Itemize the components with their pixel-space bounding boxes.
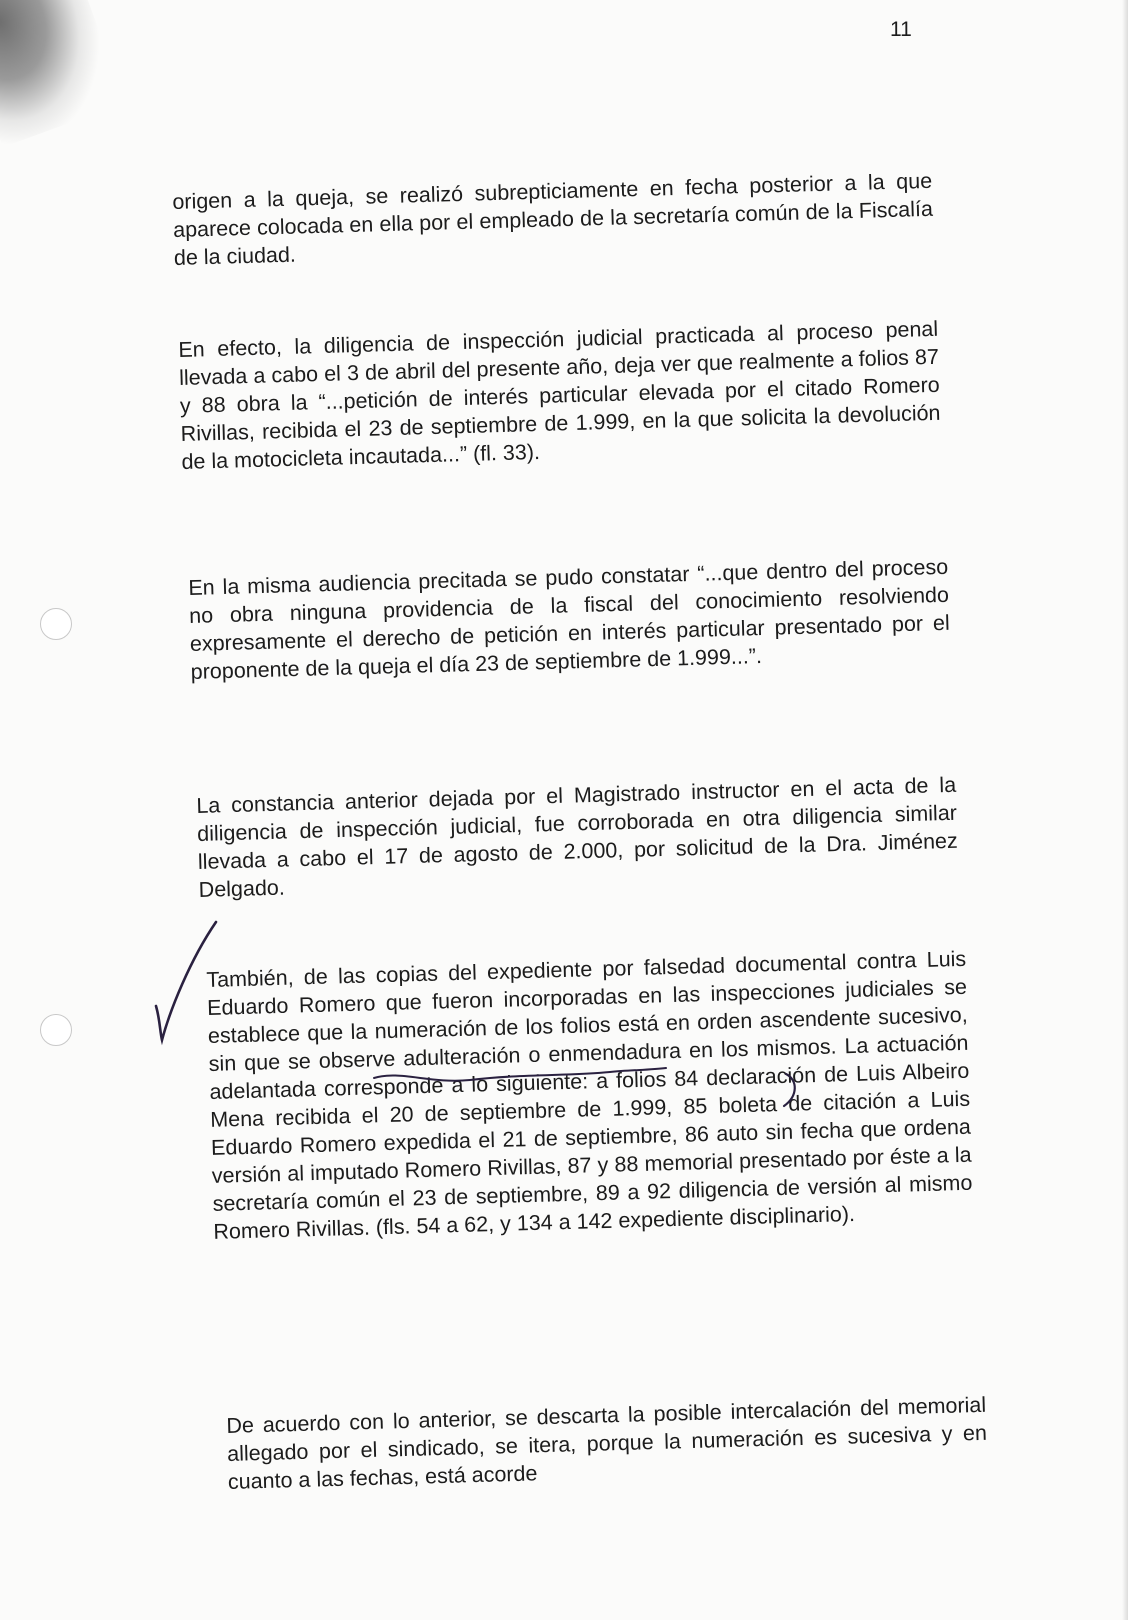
handwritten-bracket [778,1070,818,1110]
page-edge-shadow [1122,0,1128,1620]
punch-hole-upper [40,608,72,640]
paragraph-4: La constancia anterior dejada por el Magistrado instructor en el acta de la diligencia de inspección judicial, fue corroborada en otra diligencia similar llevada a cabo el 17 de agosto de 2.000, por solicitud de la Dra. Jiménez Delgado. [196,772,958,902]
paragraph-1: origen a la queja, se realizó subrepticiamente en fecha posterior a la que aparece colocada en ella por el empleado de la secretaría común de la Fiscalía de la ciudad. [172,168,934,270]
corner-smudge [0,0,125,147]
paragraph-3: En la misma audiencia precitada se pudo constatar “...que dentro del proceso no obra ninguna providencia de la fiscal del conocimiento resolviendo expresamente el derecho de petición en interés particular presentado por el proponente de la queja el día 23 de septiembre de 1.999...”. [188,554,950,684]
paragraph-5: También, de las copias del expediente por falsedad documental contra Luis Eduardo Romero que fueron incorporadas en las inspecciones judiciales se establece que la numeración de los folios está en orden ascendente sucesivo, sin que se observe adulteración o enmendadura en los mismos. La actuación adelantada corresponde a lo siguiente: a folios 84 declaración de Luis Albeiro Mena recibida el 20 de septiembre de 1.999, 85 boleta de citación a Luis Eduardo Romero expedida el 21 de septiembre, 86 auto sin fecha que ordena versión al imputado Romero Rivillas, 87 y 88 memorial presentado por éste a la secretaría común el 23 de septiembre, 89 a 92 diligencia de versión al mismo Romero Rivillas. (fls. 54 a 62, y 134 a 142 expediente disciplinario). [206,946,973,1244]
paragraph-2: En efecto, la diligencia de inspección judicial practicada al proceso penal llevada a cabo el 3 de abril del presente año, deja ver que realmente a folios 87 y 88 obra la “...petición de interés particular elevada por el citado Romero Rivillas, recibida el 23 de septiembre de 1.999, en la que solicita la devolución de la motocicleta incautada...” (fl. 33). [178,316,941,474]
paragraph-6: De acuerdo con lo anterior, se descarta la posible intercalación del memorial allegado por el sindicado, se itera, porque la numeración es sucesiva y en cuanto a las fechas, está acorde [226,1392,988,1494]
punch-hole-lower [40,1014,72,1046]
handwritten-underline [370,1060,670,1090]
page-number: 11 [890,18,912,41]
handwritten-checkmark [150,920,230,1070]
